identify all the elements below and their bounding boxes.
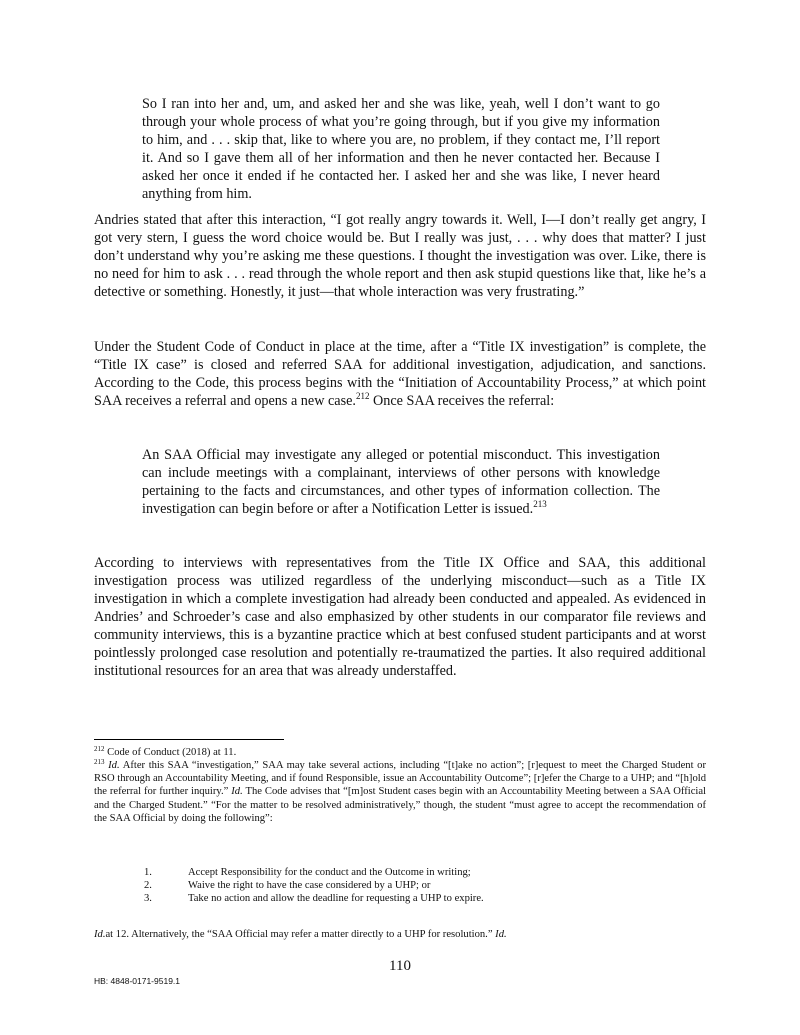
block-quote-interview: So I ran into her and, um, and asked her and she was like, yeah, well I don’t want to go through your whole process of what you’re going through, but if you give my information to him, and . . . skip that, like to where you are, no problem, if they contact me, I’ll report it. And so I gave them all of her information and then he never contacted her. Because I asked her once it ended if he contacted her. I asked her and she was like, I never heard anything from him. bbox=[142, 96, 660, 202]
paragraph-interviews: According to interviews with representatives from the Title IX Office and SAA, this additional investigation process was utilized regardless of the underlying misconduct—such as a Title IX investigation in which a complete investigation had already been conducted and appealed. As evidenced in Andries’ and Schroeder’s case and also emphasized by other students in our comparator file reviews and community interviews, this is a byzantine practice which at best confused student participants and at worst pointlessly prolonged case resolution and potentially re-traumatized the parties. It also required additional institutional resources for an area that was already understaffed. bbox=[94, 555, 706, 679]
footnote-ref-213: 213 bbox=[533, 499, 547, 509]
list-item: 2. Waive the right to have the case considered by a UHP; or bbox=[144, 880, 431, 892]
footnote-213: $^{213}$ Id. After this SAA “investigation,” SAA may take several actions, including “[t]ake no action”; [r]equest to meet the Charged Student or RSO through an Accountability Meeting, and if found Responsible, issue an Accountability Outcome”; [r]efer the Charge to a UHP; and “[h]old the referral for further inquiry.” Id. The Code advises that “[m]ost Student cases begin with an Accountability Meeting between a SAA Official and the Charged Student.” “For the matter to be resolved administratively,” though, the student “must agree to accept the recommendation of the SAA Official by doing the following”: bbox=[94, 758, 706, 824]
block-quote-saa-official: An SAA Official may investigate any alleged or potential misconduct. This investigation can include meetings with a complainant, interviews of other persons with knowledge pertaining to the facts and circumstances, and other types of information collection. The investigation can begin before or after a Notification Letter is issued.$^{213}$ bbox=[142, 447, 660, 517]
footnote-divider bbox=[94, 739, 284, 740]
list-item: 1. Accept Responsibility for the conduct and the Outcome in writing; bbox=[144, 867, 471, 878]
footnote-212: $^{212}$ Code of Conduct (2018) at 11. bbox=[94, 745, 237, 758]
document-id: HB: 4848-0171-9519.1 bbox=[94, 976, 181, 986]
footnote-closing: Id.at 12. Alternatively, the “SAA Official may refer a matter directly to a UHP for resolution.” Id. bbox=[94, 929, 507, 940]
list-item: 3. Take no action and allow the deadline for requesting a UHP to expire. bbox=[144, 893, 484, 905]
footnote-ref-212: 212 bbox=[355, 391, 370, 401]
footnote-list bbox=[94, 866, 706, 906]
paragraph-andries-statement: Andries stated that after this interaction, “I got really angry towards it. Well, I—I don’t really get angry, I got very stern, I guess the word choice would be. But I really was just, . . . why does that matter? I just don’t understand why you’re asking me these questions. I thought the investigation was over. Like, there is no need for him to ask . . . read through the whole report and then ask stupid questions like that, like he’s a detective or something. Honestly, it just—that whole interaction was very frustrating.” bbox=[94, 212, 706, 300]
page-number: 110 bbox=[389, 958, 411, 974]
paragraph-code-of-conduct: Under the Student Code of Conduct in place at the time, after a “Title IX investigation” is complete, the “Title IX case” is closed and referred SAA for additional investigation, adjudication, and sanctions. According to the Code, this process begins with the “Initiation of Accountability Process,” at which point SAA receives a referral and opens a new case.$^{212}$ Once SAA receives the referral: bbox=[94, 339, 706, 409]
